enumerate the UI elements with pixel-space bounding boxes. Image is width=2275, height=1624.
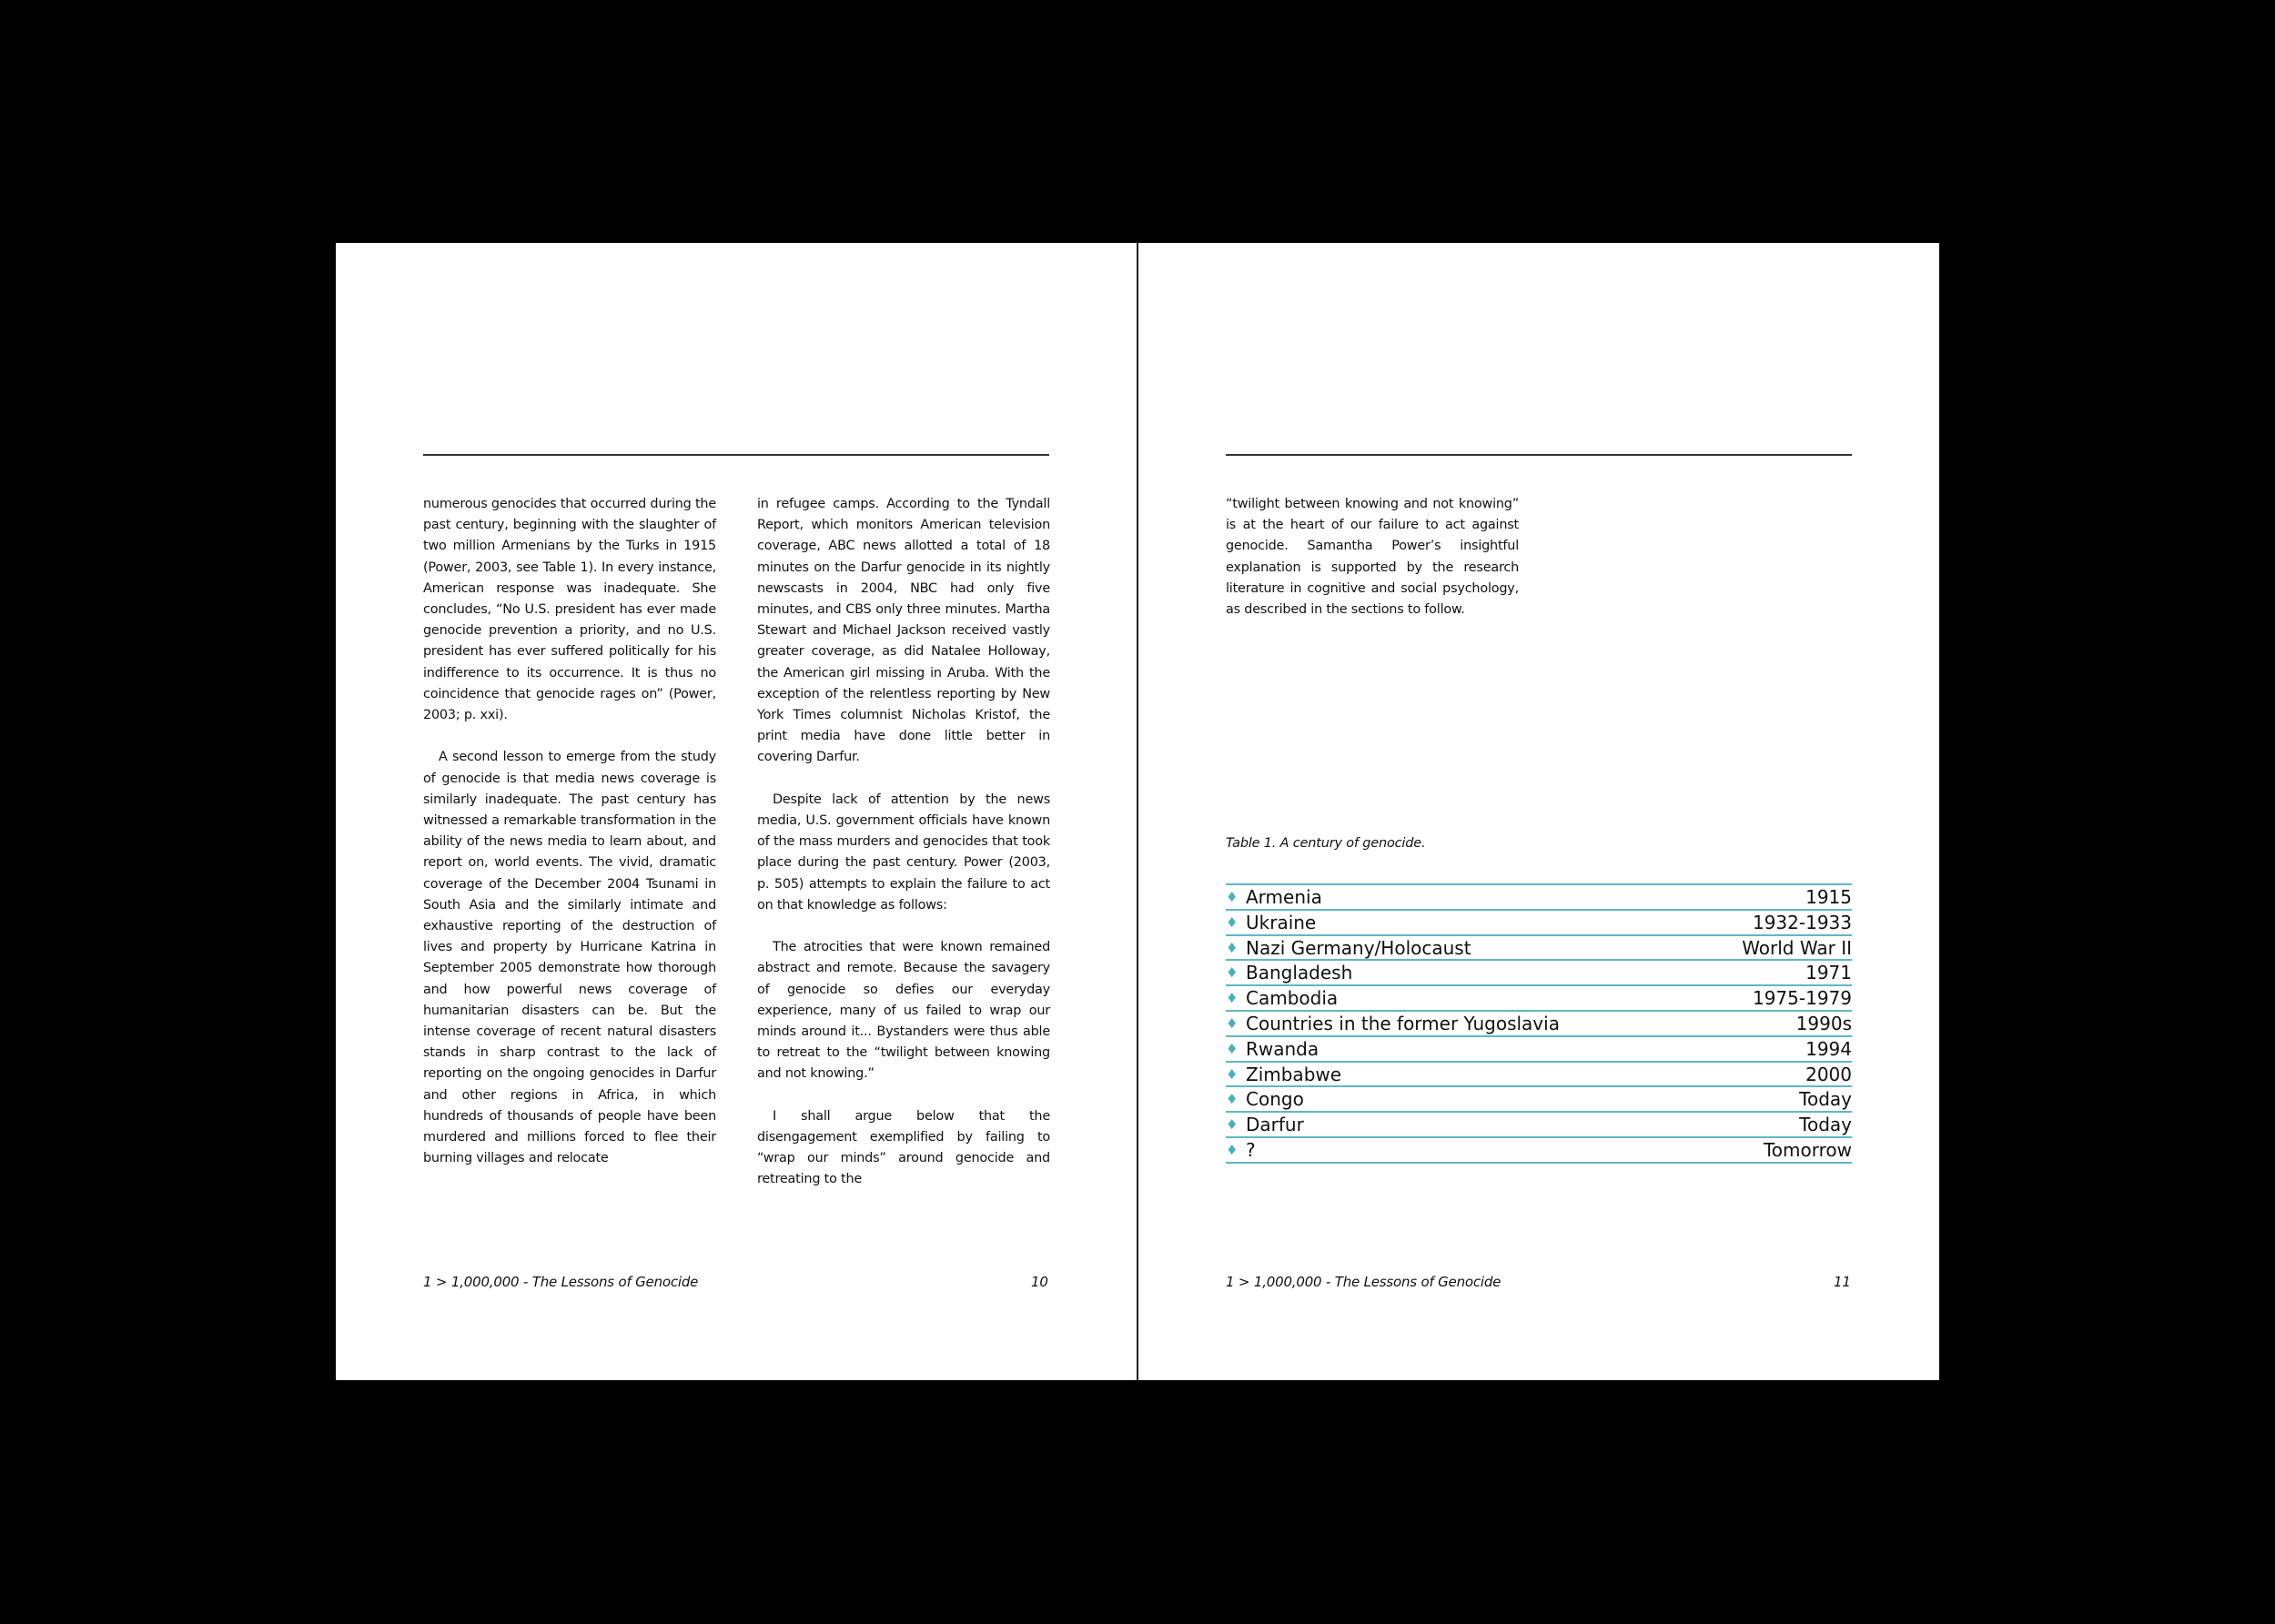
left-header-rule: [423, 454, 1049, 456]
diamond-bullet-icon: ♦: [1226, 964, 1239, 982]
period: 1915: [1805, 886, 1852, 908]
diamond-bullet-icon: ♦: [1226, 1141, 1239, 1158]
country-name: Congo: [1246, 1088, 1304, 1111]
diamond-bullet-icon: ♦: [1226, 1014, 1239, 1032]
period: Today: [1799, 1114, 1852, 1136]
diamond-bullet-icon: ♦: [1226, 1116, 1239, 1134]
table-row: [1226, 1063, 1852, 1088]
paragraph: Despite lack of attention by the news media, U.S. government officials have known of the mass murders and genocides that took place during the past century. Power (2003, p. 505) attempts to explain the failure to act on that knowledge as follows:: [757, 792, 1050, 913]
diamond-bullet-icon: ♦: [1226, 889, 1239, 905]
country-name: Countries in the former Yugoslavia: [1246, 1012, 1560, 1034]
left-page-number: 10: [1031, 1274, 1048, 1290]
table-row: [1226, 885, 1852, 911]
table-row: [1226, 1138, 1852, 1164]
country-name: Nazi Germany/Holocaust: [1246, 936, 1471, 959]
diamond-bullet-icon: ♦: [1226, 990, 1239, 1007]
table-row: [1226, 986, 1852, 1012]
country-name: Armenia: [1246, 886, 1322, 908]
period: 1990s: [1795, 1012, 1852, 1034]
paragraph: numerous genocides that occurred during the past century, beginning with the slaughter of two million Armenians by the Turks in 1915 (Power, 2003, see Table 1). In every instance, American response was inadequate. She concludes, “No U.S. president has ever made genocide prevention a priority, and no U.S. president has ever suffered politically for his indifference to its occurrence. It is thus no coincidence that genocide rages on” (Power, 2003; p. xxi).: [423, 497, 716, 723]
table-row: [1226, 1037, 1852, 1063]
table-row: [1226, 1113, 1852, 1138]
diamond-bullet-icon: ♦: [1226, 913, 1239, 931]
country-name: Cambodia: [1246, 987, 1339, 1010]
block-quote: The atrocities that were known remained abstract and remote. Because the savagery of genocide so defies our everyday experience, many of us failed to wrap our minds around it... Bystanders were thus able to retreat to the “twilight between knowing and not knowing.”: [757, 940, 1050, 1082]
paragraph: I shall argue below that the disengagement exemplified by failing to “wrap our minds” around genocide and retreating to the: [757, 1108, 1050, 1187]
country-name: Ukraine: [1246, 911, 1317, 933]
period: Today: [1799, 1088, 1852, 1111]
left-page-column-1: [423, 494, 716, 1191]
diamond-bullet-icon: ♦: [1226, 939, 1239, 956]
country-name: Bangladesh: [1246, 962, 1353, 984]
right-page-column-1: [1226, 494, 1519, 641]
table-row: [1226, 1012, 1852, 1037]
table-row: [1226, 1087, 1852, 1113]
table-row: [1226, 936, 1852, 962]
period: Tomorrow: [1763, 1138, 1852, 1161]
diamond-bullet-icon: ♦: [1226, 1065, 1239, 1083]
left-page-column-2: [757, 494, 1050, 1212]
diamond-bullet-icon: ♦: [1226, 1091, 1239, 1108]
country-name: Darfur: [1246, 1114, 1304, 1136]
country-name: Zimbabwe: [1246, 1063, 1342, 1085]
period: 1932-1933: [1752, 911, 1852, 933]
period: 1994: [1805, 1037, 1852, 1060]
country-name: ?: [1246, 1138, 1256, 1161]
right-header-rule: [1226, 454, 1852, 456]
diamond-bullet-icon: ♦: [1226, 1040, 1239, 1057]
country-name: Rwanda: [1246, 1037, 1320, 1060]
paragraph: “twilight between knowing and not knowing” is at the heart of our failure to act against genocide. Samantha Power’s insightful explanation is supported by the research literature in cognitive and social psychology, as described in the sections to follow.: [1226, 497, 1519, 618]
period: World War II: [1742, 936, 1852, 959]
table-caption: Table 1. A century of genocide.: [1226, 836, 1426, 851]
period: 2000: [1805, 1063, 1852, 1085]
table-row: [1226, 911, 1852, 936]
genocide-table: [1226, 883, 1852, 1164]
right-footer-title: 1 > 1,000,000 - The Lessons of Genocide: [1226, 1274, 1502, 1290]
table-row: [1226, 961, 1852, 986]
period: 1975-1979: [1752, 987, 1852, 1010]
period: 1971: [1805, 962, 1852, 984]
right-page-number: 11: [1834, 1274, 1851, 1290]
left-footer-title: 1 > 1,000,000 - The Lessons of Genocide: [423, 1274, 699, 1290]
paragraph: in refugee camps. According to the Tyndall Report, which monitors American television coverage, ABC news allotted a total of 18 minutes on the Darfur genocide in its nightly newscasts in 2004, NBC had only five minutes, and CBS only three minutes. Martha Stewart and Michael Jackson received vastly greater coverage, as did Natalee Holloway, the American girl missing in Aruba. With the exception of the relentless reporting by New York Times columnist Nicholas Kristof, the print media have done little better in covering Darfur.: [757, 497, 1050, 765]
page-gutter: [1137, 243, 1138, 1380]
paragraph: A second lesson to emerge from the study of genocide is that media news coverage is similarly inadequate. The past century has witnessed a remarkable transformation in the ability of the news media to learn about, and report on, world events. The vivid, dramatic coverage of the December 2004 Tsunami in South Asia and the similarly intimate and exhaustive reporting of the destruction of lives and property by Hurricane Katrina in September 2005 demonstrate how thorough and how powerful news coverage of humanitarian disasters can be. But the intense coverage of recent natural disasters stands in sharp contrast to the lack of reporting on the ongoing genocides in Darfur and other regions in Africa, in which hundreds of thousands of people have been murdered and millions forced to flee their burning villages and relocate: [423, 750, 716, 1166]
book-spread: [336, 243, 1939, 1380]
